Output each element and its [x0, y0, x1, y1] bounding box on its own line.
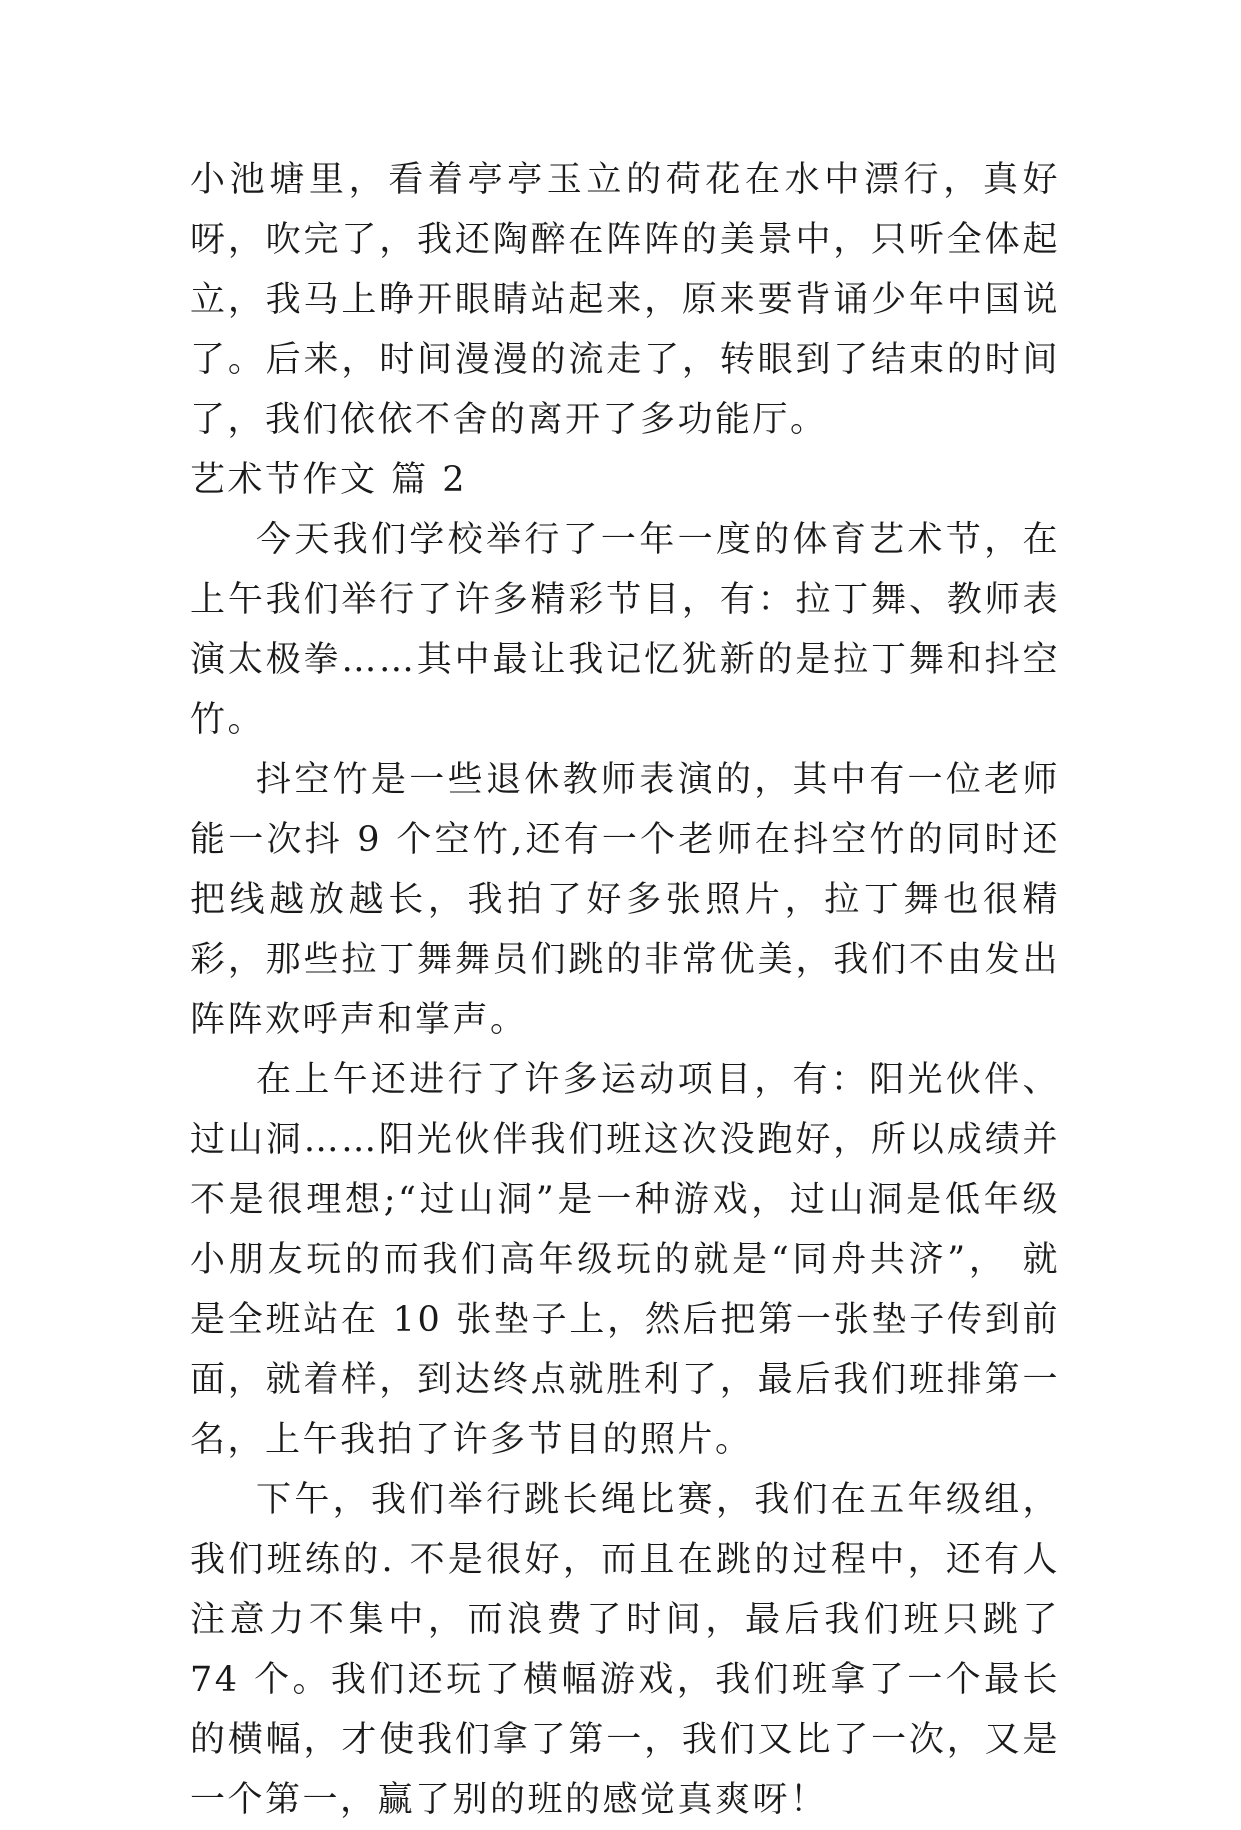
continuation-paragraph: 小池塘里，看着亭亭玉立的荷花在水中漂行，真好呀，吹完了，我还陶醉在阵阵的美景中，只听全体起立，我马上睁开眼睛站起来，原来要背诵少年中国说了。后来，时间漫漫的流走了，转眼到了结束的时间了，我们依依不舍的离开了多功能厅。: [190, 160, 1060, 440]
body-paragraph-2: 抖空竹是一些退休教师表演的，其中有一位老师能一次抖 9 个空竹,还有一个老师在抖空竹的同时还把线越放越长，我拍了好多张照片，拉丁舞也很精彩，那些拉丁舞舞员们跳的非常优美，我们不由发出阵阵欢呼声和掌声。: [190, 760, 1060, 1040]
body-paragraph-3: 在上午还进行了许多运动项目，有：阳光伙伴、过山洞……阳光伙伴我们班这次没跑好，所以成绩并不是很理想;“过山洞”是一种游戏，过山洞是低年级小朋友玩的而我们高年级玩的就是“同舟共济”， 就是全班站在 10 张垫子上，然后把第一张垫子传到前面，就着样，到达终点就胜利了，最后我们班排第一名，上午我拍了许多节目的照片。: [190, 1060, 1060, 1460]
document-body: [190, 150, 1060, 1830]
body-paragraph-4: 下午，我们举行跳长绳比赛，我们在五年级组，我们班练的. 不是很好，而且在跳的过程中，还有人注意力不集中，而浪费了时间，最后我们班只跳了 74 个。我们还玩了横幅游戏，我们班拿了一个最长的横幅，才使我们拿了第一，我们又比了一次，又是一个第一，赢了别的班的感觉真爽呀！: [190, 1480, 1060, 1820]
body-paragraph-1: 今天我们学校举行了一年一度的体育艺术节，在上午我们举行了许多精彩节目，有：拉丁舞、教师表演太极拳……其中最让我记忆犹新的是拉丁舞和抖空竹。: [190, 520, 1060, 740]
section-heading: 艺术节作文 篇 2: [190, 460, 468, 500]
